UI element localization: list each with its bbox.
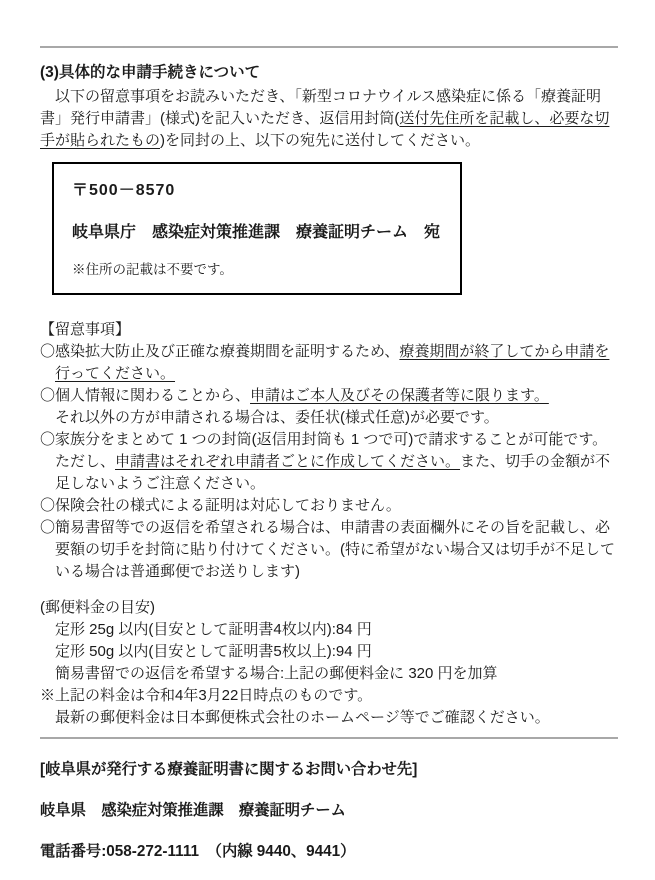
bottom-divider [40,737,618,739]
note-item-insurance-format [40,495,618,517]
contact-section [40,759,618,863]
addressee-line: 岐阜県庁 感染症対策推進課 療養証明チーム 宛 [72,224,441,241]
note-item-family-batch [40,429,618,495]
note-item-personal-info [40,385,618,429]
note-item-registered-mail [40,517,618,583]
postage-note-latest: 最新の郵便料金は日本郵便株式会社のホームページ等でご確認ください。 [55,709,550,726]
contact-phone: 電話番号:058-272-1111 （内線 9440、9441） [40,843,356,860]
intro-paragraph [40,86,618,152]
intro-text-before: 以下の留意事項をお読みいただき、「新型コロナウイルス感染症に係る「療養証明書」発行申請書」(様式)を記入いただき、返信用封筒( [40,88,602,127]
intro-underlined-text: 送付先住所を記載し、必要な切手が貼られたもの [40,110,610,149]
postage-line-50g: 定形 50g 以内(目安として証明書5枚以上):94 円 [55,643,372,660]
note-text: 〇家族分をまとめて 1 つの封筒(返信用封筒も 1 つで可)で請求することが可能です。 ただし、 [40,431,608,470]
note-underlined-text: 療養期間が終了してから申請を行ってください。 [55,343,610,382]
note-text: 〇個人情報に関わることから、 [40,387,251,404]
address-note: ※住所の記載は不要です。 [72,262,233,277]
notes-title: 【留意事項】 [40,321,131,338]
note-underlined-text: 申請はご本人及びその保護者等に限ります。 [250,387,549,404]
note-text: 〇保険会社の様式による証明は対応しておりません。 [40,497,401,514]
postage-section [40,597,618,729]
contact-team: 岐阜県 感染症対策推進課 療養証明チーム [40,802,346,819]
note-text: 〇簡易書留等での返信を希望される場合は、申請書の表面欄外にその旨を記載し、必要額の切手を封筒に貼り付けてください。(特に希望がない場合又は切手が不足している場合は普通郵便でお送りします) [40,519,615,580]
postal-code: 〒500－8570 [72,182,176,199]
note-text: また、切手の金額が不足しないようご注意ください。 [55,453,611,492]
note-text: それ以外の方が申請される場合は、委任状(様式任意)が必要です。 [55,409,499,426]
notes-section [40,319,618,583]
postage-line-registered: 簡易書留での返信を希望する場合:上記の郵便料金に 320 円を加算 [55,665,498,682]
note-text: 〇感染拡大防止及び正確な療養期間を証明するため、 [40,343,400,360]
note-underlined-text: 申請書はそれぞれ申請者ごとに作成してください。 [115,453,461,470]
postage-line-25g: 定形 25g 以内(目安として証明書4枚以内):84 円 [55,621,372,638]
section-heading: (3)具体的な申請手続きについて [40,64,261,81]
postage-title: (郵便料金の目安) [40,599,155,616]
mailing-address-box [52,162,462,295]
contact-heading: [岐阜県が発行する療養証明書に関するお問い合わせ先] [40,761,418,778]
intro-text-after: )を同封の上、以下の宛先に送付してください。 [160,132,481,149]
top-divider [40,46,618,48]
note-item-application-timing [40,341,618,385]
postage-note-date: ※上記の料金は令和4年3月22日時点のものです。 [40,687,373,704]
